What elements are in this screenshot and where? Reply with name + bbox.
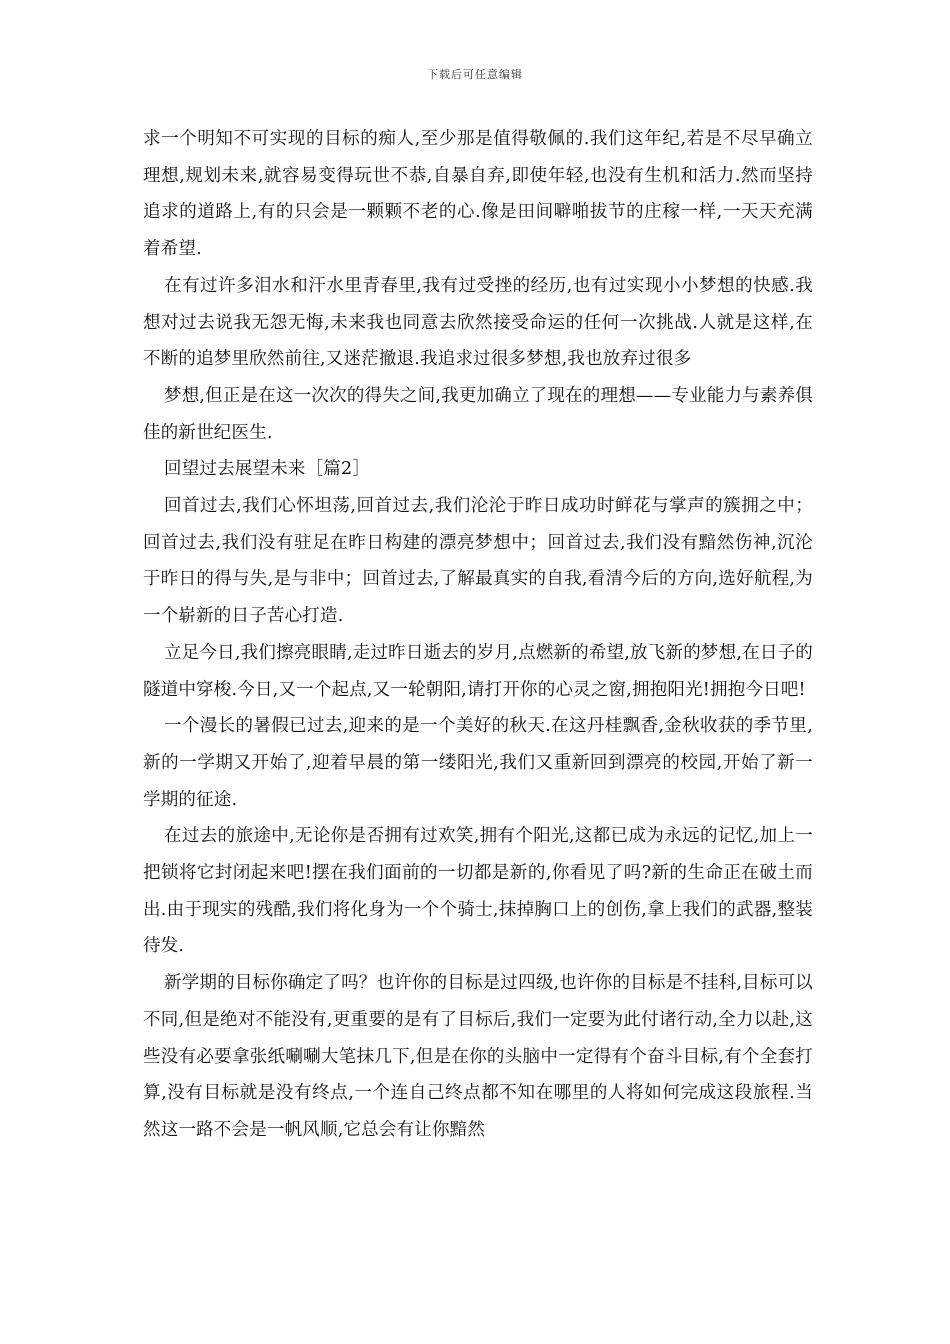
document-body bbox=[143, 121, 813, 1149]
section-heading: 回望过去展望未来［篇2］ bbox=[164, 459, 371, 480]
paragraph: 在过去的旅途中,无论你是否拥有过欢笑,拥有个阳光,这都已成为永远的记忆,加上一把锁将它封闭起来吧!摆在我们面前的一切都是新的,你看见了吗?新的生命正在破土而出.由于现实的残酷,我们将化身为一个个骑士,抹掉胸口上的创伤,拿上我们的武器,整装待发. bbox=[143, 826, 813, 957]
page-header: 下载后可任意编辑 bbox=[427, 68, 523, 81]
paragraph: 梦想,但正是在这一次次的得失之间,我更加确立了现在的理想——专业能力与素养俱佳的新世纪医生. bbox=[143, 385, 813, 443]
paragraph: 求一个明知不可实现的目标的痴人,至少那是值得敬佩的.我们这年纪,若是不尽早确立理想,规划未来,就容易变得玩世不恭,自暴自弃,即使年轻,也没有生机和活力.然而坚持追求的道路上,有的只会是一颗颗不老的心.像是田间噼啪拔节的庄稼一样,一天天充满着希望. bbox=[143, 129, 813, 260]
paragraph: 回首过去,我们心怀坦荡,回首过去,我们沦沦于昨日成功时鲜花与掌声的簇拥之中；回首过去,我们没有驻足在昨日构建的漂亮梦想中；回首过去,我们没有黯然伤神,沉沦于昨日的得与失,是与非中；回首过去,了解最真实的自我,看清今后的方向,选好航程,为一个崭新的日子苦心打造. bbox=[143, 496, 813, 627]
paragraph: 立足今日,我们擦亮眼睛,走过昨日逝去的岁月,点燃新的希望,放飞新的梦想,在日子的隧道中穿梭.今日,又一个起点,又一轮朝阳,请打开你的心灵之窗,拥抱阳光!拥抱今日吧! bbox=[143, 642, 813, 700]
paragraph: 新学期的目标你确定了吗？也许你的目标是过四级,也许你的目标是不挂科,目标可以不同,但是绝对不能没有,更重要的是有了目标后,我们一定要为此付诸行动,全力以赴,这些没有必要拿张纸唰唰大笔抹几下,但是在你的头脑中一定得有个奋斗目标,有个全套打算,没有目标就是没有终点,一个连自己终点都不知在哪里的人将如何完成这段旅程.当然这一路不会是一帆风顺,它总会有让你黯然 bbox=[143, 973, 813, 1140]
paragraph: 在有过许多泪水和汗水里青春里,我有过受挫的经历,也有过实现小小梦想的快感.我想对过去说我无怨无悔,未来我也同意去欣然接受命运的任何一次挑战.人就是这样,在不断的追梦里欣然前往,又迷茫撤退.我追求过很多梦想,我也放弃过很多 bbox=[143, 275, 813, 370]
paragraph: 一个漫长的暑假已过去,迎来的是一个美好的秋天.在这丹桂飘香,金秋收获的季节里,新的一学期又开始了,迎着早晨的第一缕阳光,我们又重新回到漂亮的校园,开始了新一学期的征途. bbox=[143, 716, 813, 810]
